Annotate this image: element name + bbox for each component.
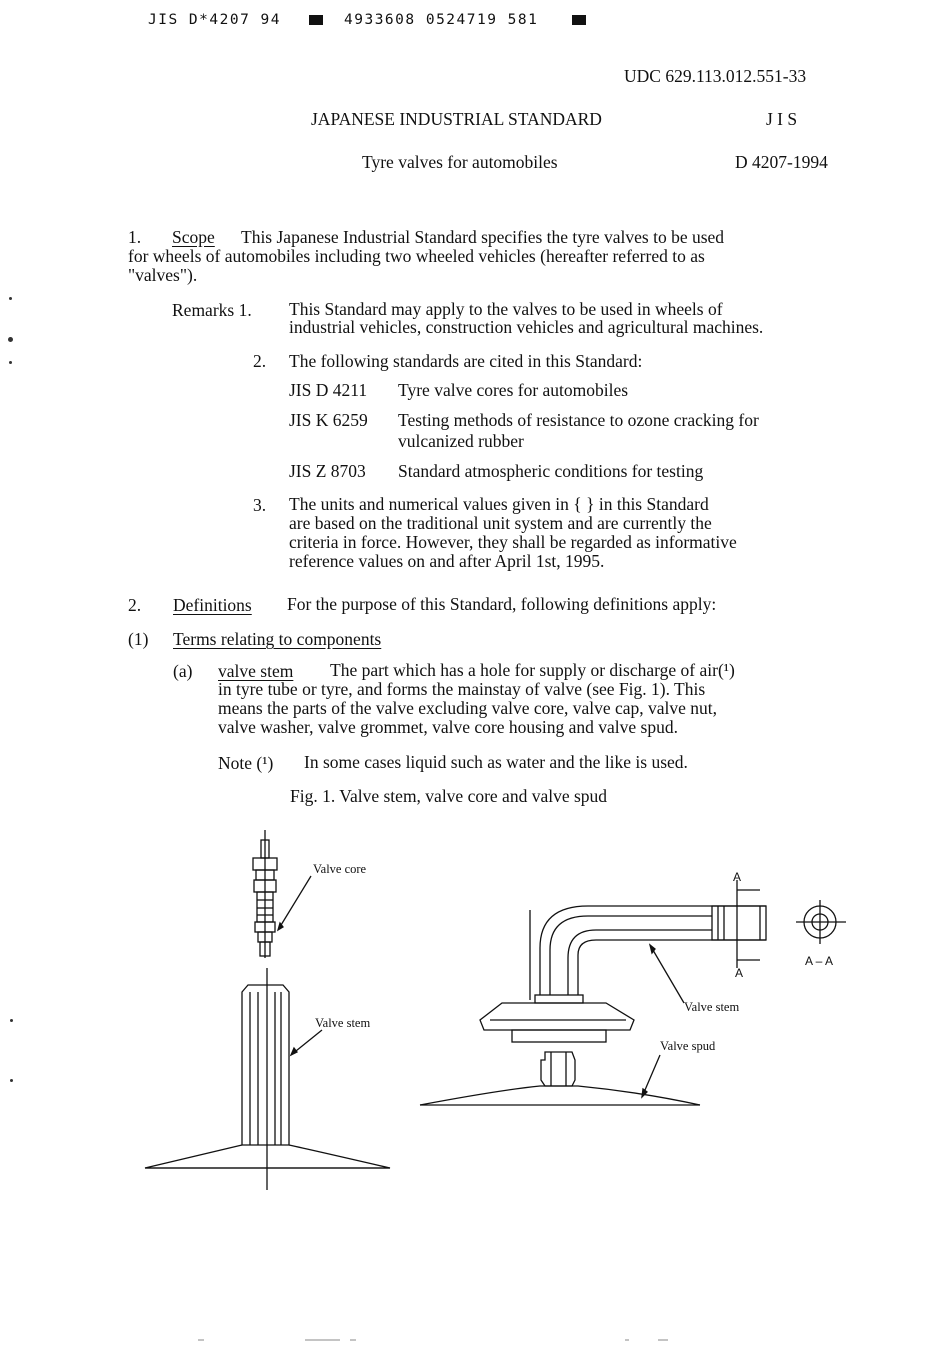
label-valve-spud: Valve spud [660, 1039, 716, 1053]
cited-title-2: Testing methods of resistance to ozone cracking for [398, 410, 759, 430]
standard-title: JAPANESE INDUSTRIAL STANDARD [311, 109, 602, 129]
scope-text-line1: This Japanese Industrial Standard specifies the tyre valves to be used [241, 227, 725, 247]
header-code-left: JIS D*4207 94 [148, 12, 281, 28]
udc-number: UDC 629.113.012.551-33 [624, 66, 807, 86]
item-line1: The part which has a hole for supply or discharge of air(¹) [330, 660, 735, 680]
cited-title-3: Standard atmospheric conditions for testing [398, 461, 704, 481]
label-section-a-bottom: A [735, 966, 744, 980]
definitions-number: 2. [128, 595, 142, 615]
item-number: (a) [173, 661, 193, 681]
valve-core-drawing [253, 830, 311, 958]
remark3-line1: The units and numerical values given in { } in this Standard [289, 494, 709, 514]
document-title: Tyre valves for automobiles [362, 152, 558, 172]
definitions-text: For the purpose of this Standard, following definitions apply: [287, 594, 717, 614]
section-aa-drawing [796, 900, 846, 944]
figure-caption: Fig. 1. Valve stem, valve core and valve spud [290, 786, 608, 806]
item-term: valve stem [218, 661, 294, 681]
scope-text-line2: for wheels of automobiles including two wheeled vehicles (hereafter referred to as [128, 246, 705, 266]
subsection-title: Terms relating to components [173, 629, 382, 649]
remark2-number: 2. [253, 351, 267, 371]
valve-stem-right-drawing [480, 880, 766, 1042]
jis-label: J I S [766, 109, 798, 129]
header-code-mid: 4933608 0524719 581 [344, 12, 539, 28]
remark3-line3: criteria in force. However, they shall be regarded as informative [289, 532, 737, 552]
label-section-a-top: A [733, 870, 742, 884]
subsection-number: (1) [128, 629, 149, 649]
scope-number: 1. [128, 227, 142, 247]
label-section-aa: A – A [805, 954, 834, 968]
remark1-line1: This Standard may apply to the valves to be used in wheels of [289, 299, 723, 319]
label-valve-stem-right: Valve stem [684, 1000, 740, 1014]
label-valve-core: Valve core [313, 862, 367, 876]
definitions-title: Definitions [173, 595, 252, 615]
scope-text-line3: "valves"). [128, 265, 198, 285]
cited-code-2: JIS K 6259 [289, 410, 368, 430]
note-label: Note (¹) [218, 753, 274, 773]
document-number: D 4207-1994 [735, 152, 828, 172]
cited-code-1: JIS D 4211 [289, 380, 368, 400]
item-line3: means the parts of the valve excluding valve core, valve cap, valve nut, [218, 698, 718, 718]
item-line2: in tyre tube or tyre, and forms the mainstay of valve (see Fig. 1). This [218, 679, 706, 699]
cited-title-2b: vulcanized rubber [398, 431, 524, 451]
remark1-line2: industrial vehicles, construction vehicles and agricultural machines. [289, 317, 764, 337]
valve-stem-left-drawing [145, 968, 390, 1190]
cited-code-3: JIS Z 8703 [289, 461, 366, 481]
valve-spud-drawing [420, 1052, 700, 1105]
item-line4: valve washer, valve grommet, valve core housing and valve spud. [218, 717, 678, 737]
remark3-number: 3. [253, 495, 267, 515]
scope-title: Scope [172, 227, 215, 247]
remark3-line4: reference values on and after April 1st, 1995. [289, 551, 605, 571]
label-valve-stem-left: Valve stem [315, 1016, 371, 1030]
remark2-text: The following standards are cited in this Standard: [289, 351, 643, 371]
remark3-line2: are based on the traditional unit system and are currently the [289, 513, 712, 533]
note-text: In some cases liquid such as water and the like is used. [304, 752, 688, 772]
cited-title-1: Tyre valve cores for automobiles [398, 380, 629, 400]
remarks-label: Remarks 1. [172, 300, 252, 320]
